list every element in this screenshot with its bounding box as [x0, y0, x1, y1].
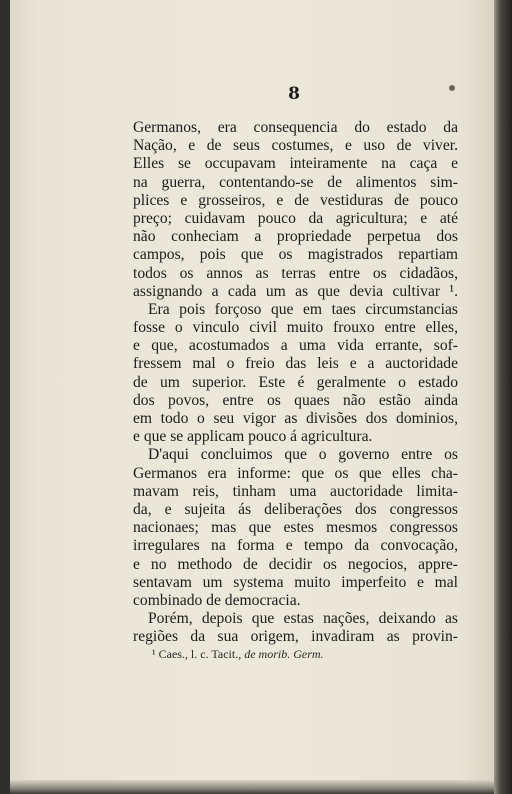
- footnote-text: Caes., l. c. Tacit.,: [158, 647, 242, 661]
- text-line: de um superior. Este é geralmente o estado: [133, 373, 458, 391]
- text-line: dos povos, entre os quaes não estão ainda: [133, 391, 458, 409]
- text-line: sentavam um systema muito imperfeito e mal: [133, 573, 458, 591]
- text-line: todos os annos as terras entre os cidadãos,: [133, 264, 458, 282]
- text-line: Germanos era informe: que os que elles cha-: [133, 464, 458, 482]
- footnote: [152, 647, 324, 662]
- page-edge-shadow: [494, 0, 512, 794]
- text-line: não conheciam a propriedade perpetua dos: [133, 228, 458, 246]
- text-line: Porém, depois que estas nações, deixando as: [148, 610, 458, 628]
- text-line: Germanos, era consequencia do estado da: [133, 119, 458, 136]
- text-line: e que se applicam pouco á agricultura.: [133, 428, 373, 446]
- text-line: Elles se occupavam inteiramente na caça e: [133, 155, 458, 173]
- text-line: preço; cuidavam pouco da agricultura; e até: [133, 209, 458, 227]
- text-line: e no methodo de decidir os negocios, appre-: [133, 555, 458, 573]
- text-line: D'aqui concluimos que o governo entre os: [148, 446, 458, 464]
- text-line: Era pois forçoso que em taes circumstancias: [148, 300, 458, 318]
- text-line: fosse o vinculo civil muito frouxo entre elles,: [133, 319, 458, 337]
- text-line: fressem mal o freio das leis e a auctoridade: [133, 355, 458, 373]
- text-line: campos, pois que os magistrados repartiam: [133, 246, 458, 264]
- page-number: 8: [288, 84, 300, 104]
- text-line: assignando a cada um as que devia cultivar ¹.: [133, 282, 458, 300]
- text-line: plices e grosseiros, e de vestiduras de pouco: [133, 191, 458, 209]
- text-line: combinado de democracia.: [133, 591, 301, 609]
- text-line: mavam reis, tinham uma auctoridade limita-: [133, 482, 458, 500]
- text-line: da, e sujeita ás deliberações dos congressos: [133, 500, 458, 518]
- text-line: e que, acostumados a uma vida errante, sof-: [133, 337, 458, 355]
- text-line: irregulares na forma e tempo da convocação,: [133, 537, 458, 555]
- page-bottom-edge: [10, 780, 494, 794]
- footnote-italic-text: de morib. Germ.: [244, 647, 324, 661]
- text-line: Nação, e de seus costumes, e uso de viver.: [133, 137, 458, 155]
- body-text: [133, 119, 458, 646]
- footnote-marker: ¹: [152, 647, 156, 661]
- text-line: na guerra, contentando-se de alimentos sim-: [133, 173, 458, 191]
- text-line: nacionaes; mas que estes mesmos congressos: [133, 519, 458, 537]
- text-line: em todo o seu vigor as divisões dos dominios,: [133, 410, 458, 427]
- text-line: regiões da sua origem, invadiram as provin-: [133, 628, 458, 646]
